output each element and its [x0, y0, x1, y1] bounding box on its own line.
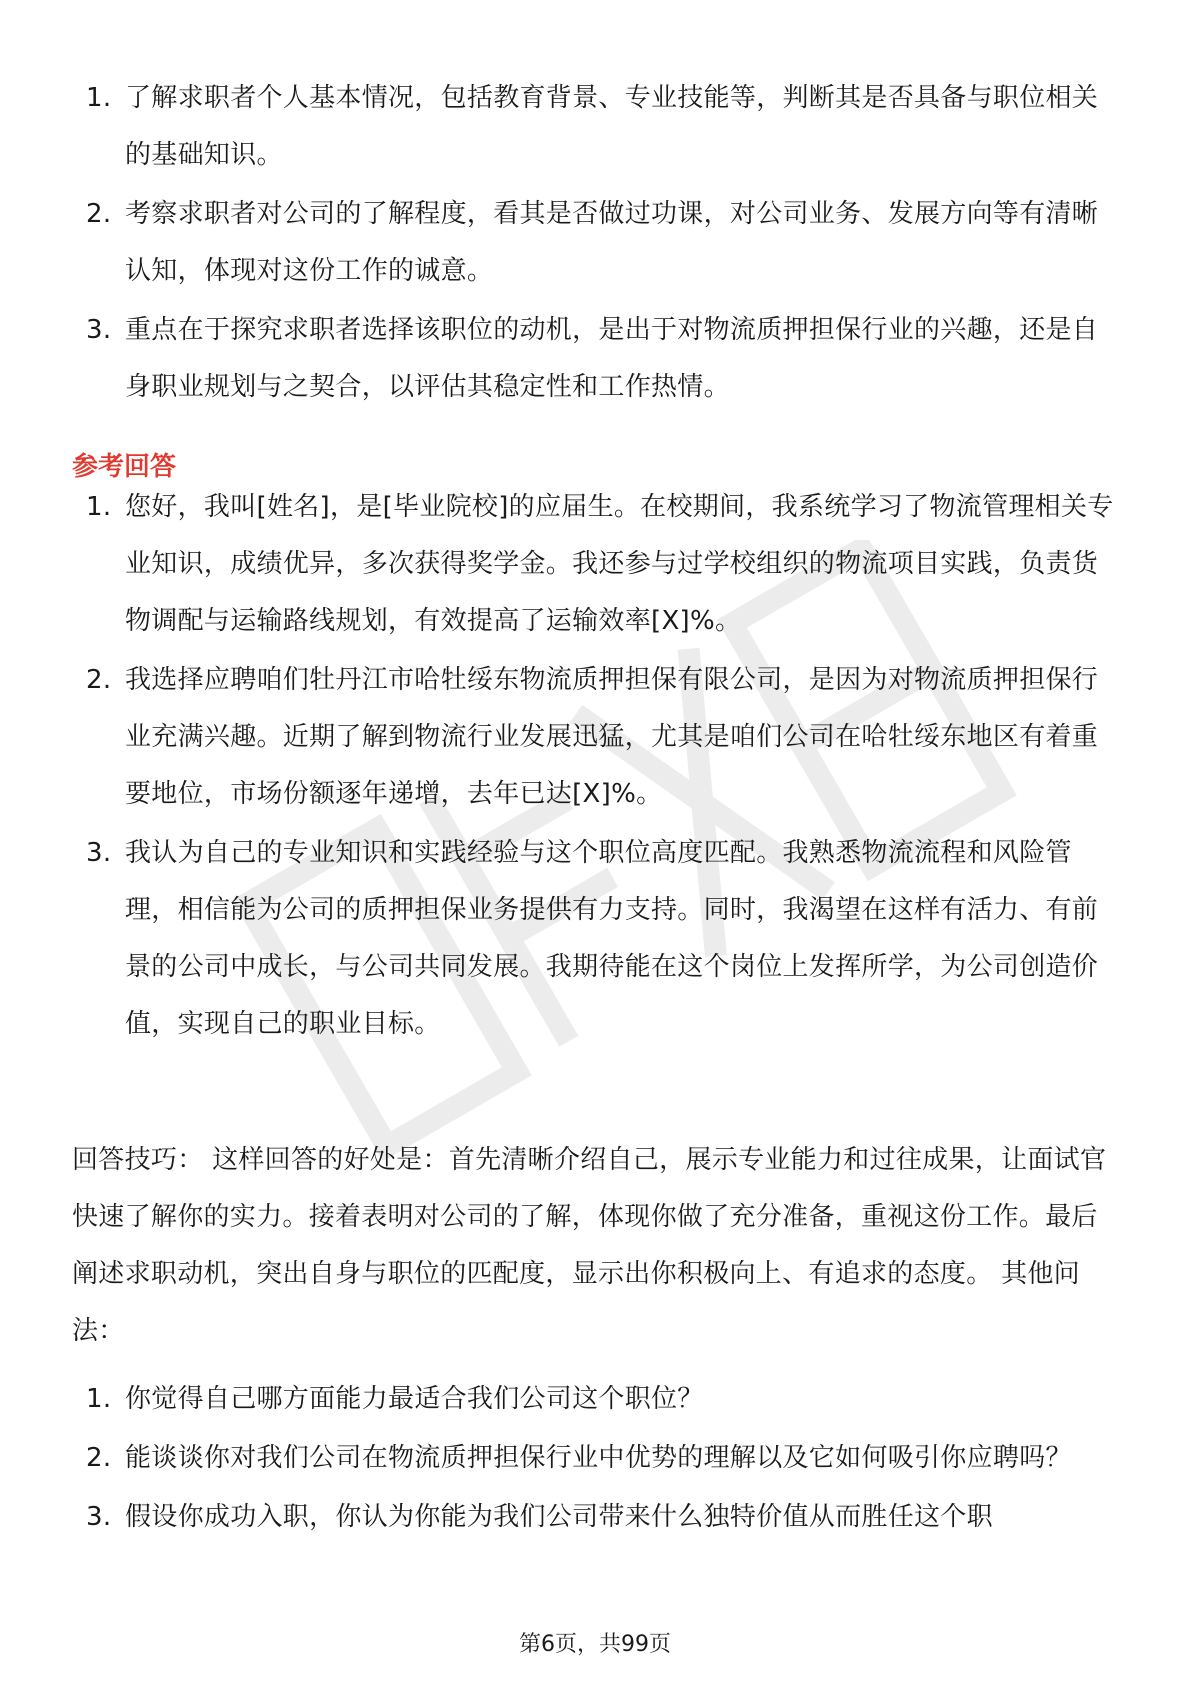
list-item-number: 1.: [86, 1384, 112, 1414]
answer-list-block: [72, 479, 1122, 1053]
section-title-reference-answer: 参考回答: [72, 452, 177, 482]
other-questions-list: [72, 1371, 1122, 1546]
page-footer: 第6页，共99页: [519, 1632, 671, 1657]
list-item-text: 考察求职者对公司的了解程度，看其是否做过功课，对公司业务、发展方向等有清晰认知，体现对这份工作的诚意。: [125, 199, 1099, 286]
list-item-text: 假设你成功入职，你认为你能为我们公司带来什么独特价值从而胜任这个职: [125, 1502, 993, 1532]
list-item-text: 您好，我叫[姓名]，是[毕业院校]的应届生。在校期间，我系统学习了物流管理相关专业知识，成绩优异，多次获得奖学金。我还参与过学校组织的物流项目实践，负责货物调配与运输路线规划，有效提高了运输效率[X]%。: [125, 492, 1114, 636]
list-item: [72, 186, 1122, 300]
list-item-number: 1.: [86, 83, 112, 113]
intro-list-block: [72, 70, 1122, 416]
list-item-text: 你觉得自己哪方面能力最适合我们公司这个职位？: [125, 1384, 704, 1414]
list-item: [72, 70, 1122, 184]
list-item: [72, 825, 1122, 1053]
list-item-text: 重点在于探究求职者选择该职位的动机，是出于对物流质押担保行业的兴趣，还是自身职业规划与之契合，以评估其稳定性和工作热情。: [125, 315, 1099, 402]
list-item: [72, 1371, 1122, 1428]
list-item-text: 我选择应聘咱们牡丹江市哈牡绥东物流质押担保有限公司，是因为对物流质押担保行业充满兴趣。近期了解到物流行业发展迅猛，尤其是咱们公司在哈牡绥东地区有着重要地位，市场份额逐年递增，去年已达[X]%。: [125, 665, 1099, 809]
list-item-number: 3.: [86, 315, 112, 345]
list-item-text: 能谈谈你对我们公司在物流质押担保行业中优势的理解以及它如何吸引你应聘吗？: [125, 1443, 1072, 1473]
list-item-number: 1.: [86, 492, 112, 522]
list-item-number: 2.: [86, 199, 112, 229]
list-item: [72, 1489, 1122, 1546]
list-item: [72, 652, 1122, 823]
list-item-number: 3.: [86, 1502, 112, 1532]
list-item-number: 3.: [86, 838, 112, 868]
list-item-number: 2.: [86, 665, 112, 695]
intro-list: [72, 70, 1122, 416]
list-item-number: 2.: [86, 1443, 112, 1473]
list-item: [72, 479, 1122, 650]
answer-list: [72, 479, 1122, 1053]
other-questions-block: [72, 1371, 1122, 1546]
list-item: [72, 302, 1122, 416]
tips-paragraph: 回答技巧： 这样回答的好处是：首先清晰介绍自己，展示专业能力和过往成果，让面试官快速了解你的实力。接着表明对公司的了解，体现你做了充分准备，重视这份工作。最后阐述求职动机，突出自身与职位的匹配度，显示出你积极向上、有追求的态度。 其他问法：: [72, 1145, 1107, 1346]
list-item-text: 了解求职者个人基本情况，包括教育背景、专业技能等，判断其是否具备与职位相关的基础知识。: [125, 83, 1099, 170]
list-item: [72, 1430, 1122, 1487]
list-item-text: 我认为自己的专业知识和实践经验与这个职位高度匹配。我熟悉物流流程和风险管理，相信能为公司的质押担保业务提供有力支持。同时，我渴望在这样有活力、有前景的公司中成长，与公司共同发展。我期待能在这个岗位上发挥所学，为公司创造价值，实现自己的职业目标。: [125, 838, 1099, 1039]
